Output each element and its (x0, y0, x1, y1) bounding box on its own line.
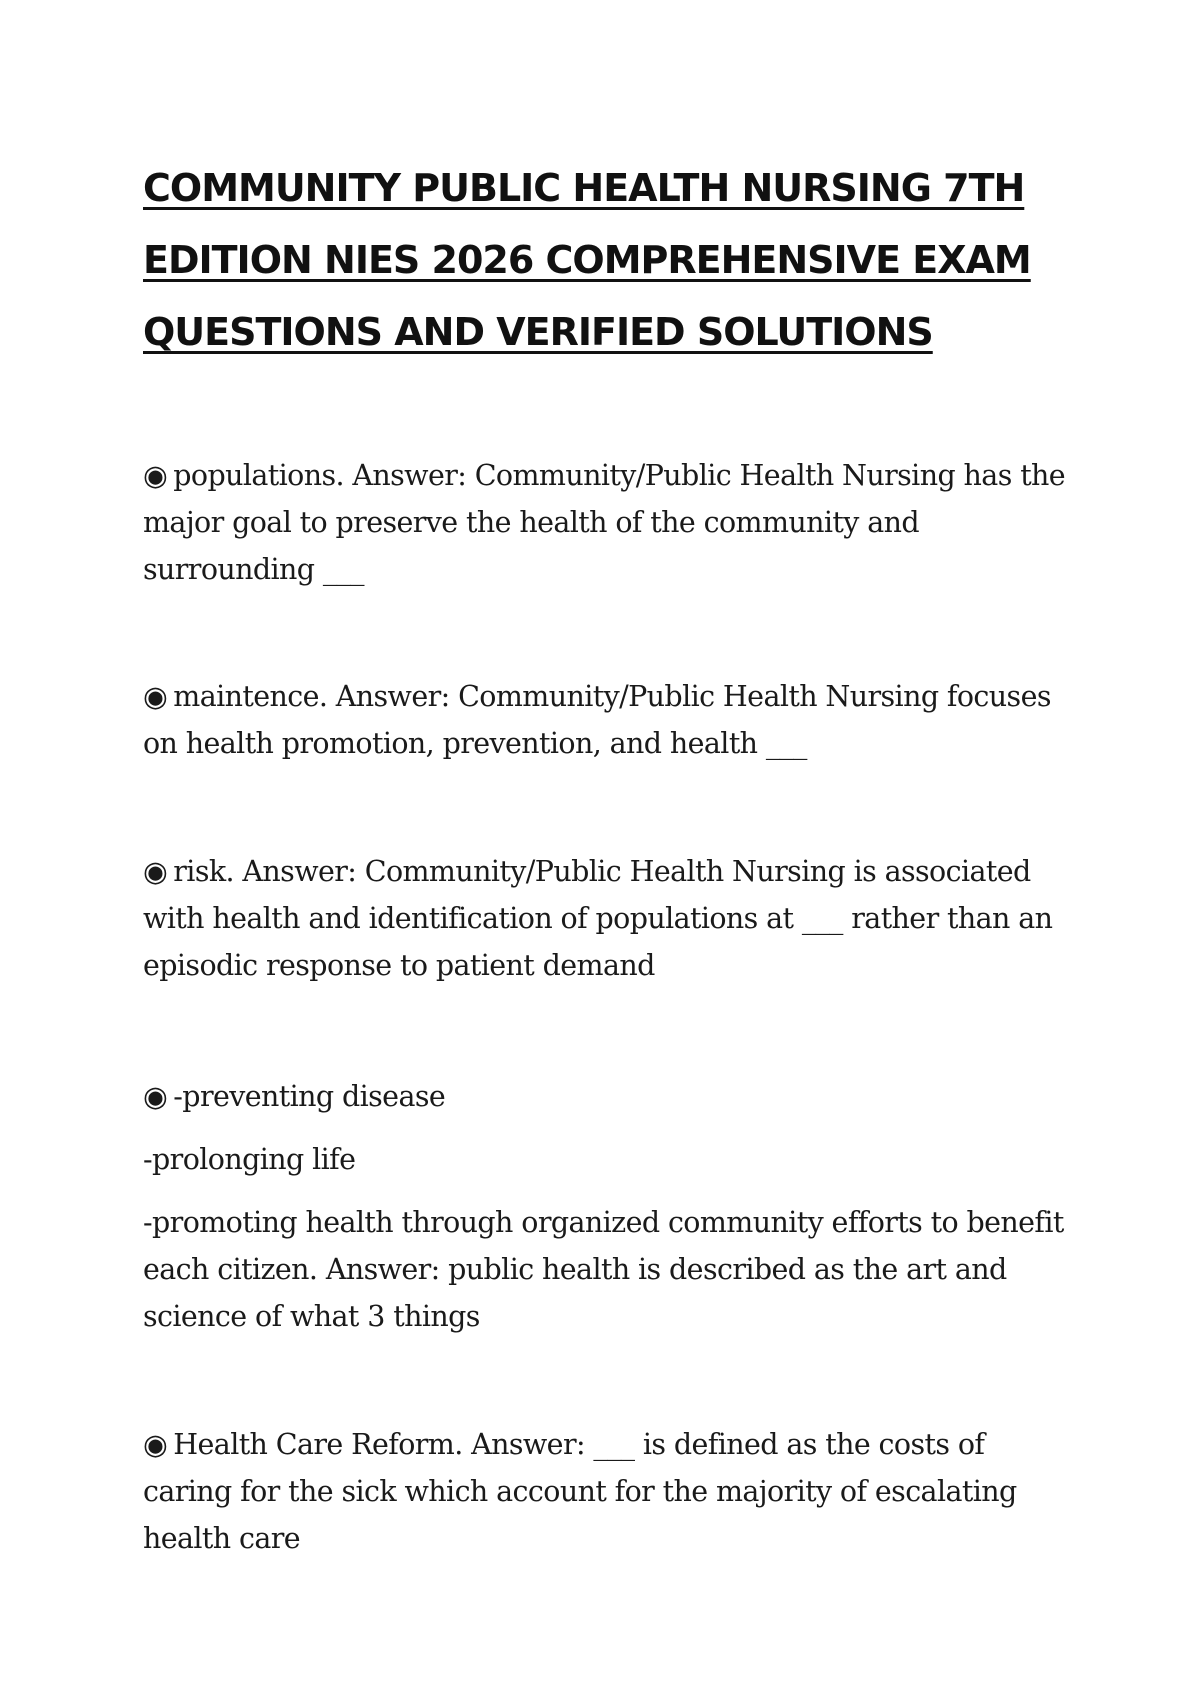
entry-text: -promoting health through organized community efforts to benefit each citizen. Answer: public health is described as the art and science of what 3 things (143, 1206, 1064, 1333)
entry-paragraph (143, 1073, 1073, 1120)
radio-bullet-icon: ◉ (143, 459, 168, 492)
entry-text: risk. Answer: Community/Public Health Nursing is associated with health and identification of populations at ___ rather than an episodic response to patient demand (143, 855, 1053, 982)
entry-text: Health Care Reform. Answer: ___ is defined as the costs of caring for the sick which account for the majority of escalating health care (143, 1428, 1017, 1555)
entry-paragraph (143, 1136, 1073, 1183)
radio-bullet-icon: ◉ (143, 855, 168, 888)
qa-entry (143, 673, 1073, 767)
entry-paragraph (143, 848, 1073, 989)
qa-entry (143, 452, 1073, 593)
entry-text: -prolonging life (143, 1143, 356, 1176)
radio-bullet-icon: ◉ (143, 680, 168, 713)
radio-bullet-icon: ◉ (143, 1428, 168, 1461)
qa-entry (143, 848, 1073, 989)
entry-paragraph (143, 1421, 1073, 1562)
radio-bullet-icon: ◉ (143, 1080, 168, 1113)
entry-paragraph (143, 452, 1073, 593)
entry-text: maintence. Answer: Community/Public Health Nursing focuses on health promotion, prevention, and health ___ (143, 680, 1051, 760)
qa-entry (143, 1073, 1073, 1340)
entry-paragraph (143, 673, 1073, 767)
document-title: COMMUNITY PUBLIC HEALTH NURSING 7TH EDITION NIES 2026 COMPREHENSIVE EXAM QUESTIONS AND VERIFIED SOLUTIONS (143, 166, 1031, 354)
entry-paragraph (143, 1199, 1073, 1340)
qa-entry (143, 1421, 1073, 1562)
entry-text: populations. Answer: Community/Public Health Nursing has the major goal to preserve the health of the community and surrounding ___ (143, 459, 1066, 586)
entry-text: -preventing disease (173, 1080, 446, 1113)
